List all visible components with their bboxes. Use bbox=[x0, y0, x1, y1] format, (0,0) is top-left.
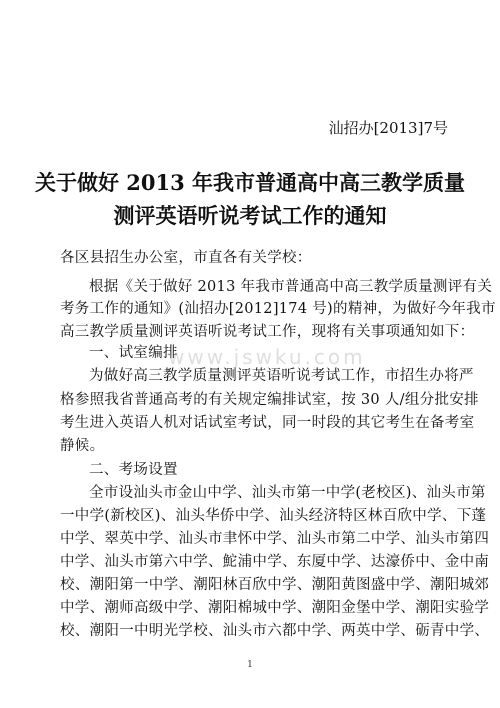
body-line: 中学、汕头市第六中学、鮀浦中学、东厦中学、达濠侨中、金中南 bbox=[60, 554, 490, 570]
body-line: 全市设汕头市金山中学、汕头市第一中学(老校区)、汕头市第 bbox=[89, 485, 486, 501]
salutation: 各区县招生办公室，市直各有关学校： bbox=[60, 250, 312, 266]
section-heading-exam-sites: 二、考场设置 bbox=[89, 462, 178, 478]
body-line: 中学、潮师高级中学、潮阳棉城中学、潮阳金堡中学、潮阳实验学 bbox=[60, 600, 490, 616]
body-line: 考生进入英语人机对话试室考试，同一时段的其它考生在备考室 bbox=[60, 415, 475, 431]
body-line: 根据《关于做好 2013 年我市普通高中高三教学质量测评有关 bbox=[89, 279, 493, 295]
body-line: 高三教学质量测评英语听说考试工作，现将有关事项通知如下： bbox=[60, 324, 475, 340]
body-line: 格参照我省普通高考的有关规定编排试室，按 30 人/组分批安排 bbox=[60, 392, 479, 408]
body-line: 考务工作的通知》(汕招办[2012]174 号)的精神，为做好今年我市 bbox=[60, 301, 496, 317]
watermark: www.jswku.com bbox=[168, 345, 366, 369]
page-number: 1 bbox=[247, 660, 253, 670]
body-line: 静候。 bbox=[60, 438, 105, 454]
body-line: 校、潮阳第一中学、潮阳林百欣中学、潮阳黄图盛中学、潮阳城郊 bbox=[60, 577, 490, 593]
section-heading-room-arrangement: 一、试室编排 bbox=[89, 345, 178, 361]
document-title-line-2: 测评英语听说考试工作的通知 bbox=[113, 203, 387, 228]
document-title-line-1: 关于做好 2013 年我市普通高中高三教学质量 bbox=[34, 170, 466, 195]
document-number: 汕招办[2013]7号 bbox=[328, 119, 448, 137]
body-line: 为做好高三教学质量测评英语听说考试工作，市招生办将严 bbox=[89, 368, 474, 384]
body-line: 中学、翠英中学、汕头市聿怀中学、汕头市第二中学、汕头市第四 bbox=[60, 531, 490, 547]
body-line: 校、潮阳一中明光学校、汕头市六都中学、两英中学、砺青中学、 bbox=[60, 623, 490, 639]
body-line: 一中学(新校区)、汕头华侨中学、汕头经济特区林百欣中学、下蓬 bbox=[60, 508, 487, 524]
